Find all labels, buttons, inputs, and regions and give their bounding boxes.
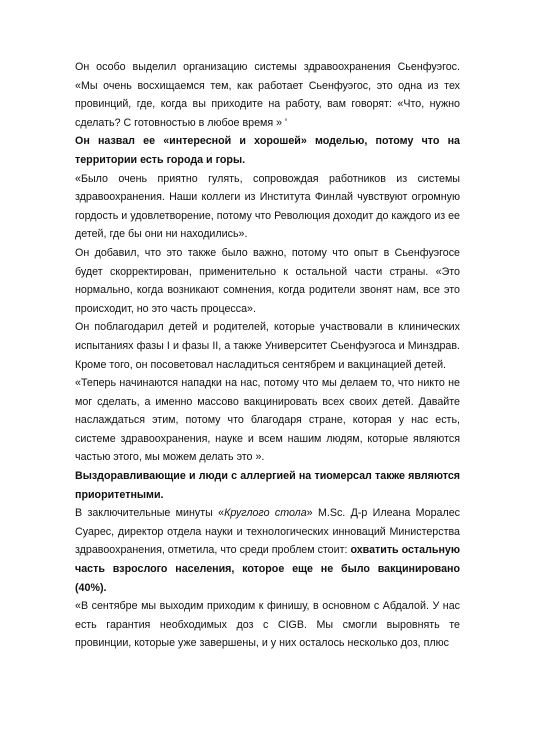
paragraph-8-bold: охватить остальную часть взрослого населения, которое еще не было вакцинировано (40%).	[75, 544, 460, 594]
round-table-title: Круглого стола	[224, 507, 307, 520]
paragraph-8-intro: В заключительные минуты «	[75, 507, 225, 520]
paragraph-8-middle: » M.Sc. Д-р Илеана Моралес Суарес, директор отдела науки и технологических инноваций Министерства здравоохранения, отметила, что среди проблем стоит:	[75, 507, 460, 557]
paragraph-7-bold: Выздоравливающие и люди с аллергией на тиомерсал также являются приоритетными.	[75, 470, 460, 501]
paragraph-1: Он особо выделил организацию системы здравоохранения Сьенфуэгос. «Мы очень восхищаемся тем, как работает Сьенфуэгос, это одна из тех провинций, где, когда вы приходите на работу, вам говорят: «Что, нужно сделать? С готовностью в любое время » '	[75, 61, 460, 129]
paragraph-5: Он поблагодарил детей и родителей, которые участвовали в клинических испытаниях фазы I и фазы II, а также Университет Сьенфуэгоса и Минздрав. Кроме того, он посоветовал насладиться сентябрем и вакцинацией детей.	[75, 321, 460, 371]
paragraph-8	[75, 504, 460, 597]
paragraph-2-bold: Он назвал ее «интересной и хорошей» моделью, потому что на территории есть города и горы.	[75, 135, 460, 166]
paragraph-3: «Было очень приятно гулять, сопровождая работников из системы здравоохранения. Наши коллеги из Института Финлай чувствуют огромную гордость и удовлетворение, потому что Революция доходит до каждого из ее детей, где бы они ни находились».	[75, 172, 460, 241]
paragraph-6: «Теперь начинаются нападки на нас, потому что мы делаем то, что никто не мог сделать, а именно массово вакцинировать всех своих детей. Давайте наслаждаться этим, потому что благодаря стране, которая у нас есть, системе здравоохранения, науке и всем нашим людям, которые являются частью этого, мы можем делать это ».	[75, 377, 460, 464]
paragraph-9: «В сентябре мы выходим приходим к финишу, в основном с Абдалой. У нас есть гарантия необходимых доз с CIGB. Мы смогли выровнять те провинции, которые уже завершены, и у них осталось несколько доз, плюс	[75, 600, 460, 650]
paragraph-4: Он добавил, что это также было важно, потому что опыт в Сьенфуэгосе будет скорректирован, применительно к остальной части страны. «Это нормально, когда возникают сомнения, когда родители звонят нам, все это происходит, но это часть процесса».	[75, 246, 460, 315]
